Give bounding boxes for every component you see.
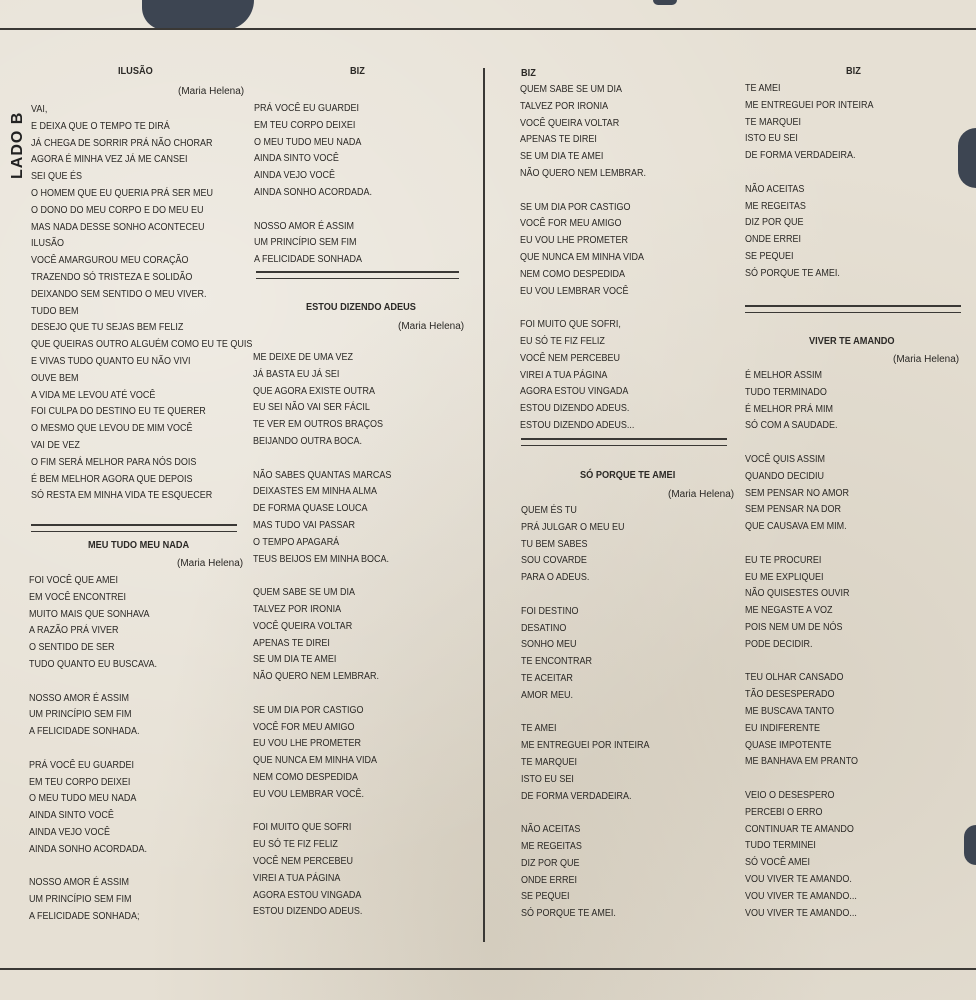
lyric-line: AINDA VEJO VOCÊ <box>254 170 336 182</box>
lyric-line: JÁ CHEGA DE SORRIR PRÁ NÃO CHORAR <box>31 137 213 149</box>
lyric-line: A VIDA ME LEVOU ATÉ VOCÊ <box>31 389 156 401</box>
lyrics-ilusao <box>31 102 277 505</box>
lyric-line: É BEM MELHOR AGORA QUE DEPOIS <box>31 473 193 485</box>
lyric-line: QUE CAUSAVA EM MIM. <box>745 521 847 533</box>
lyric-line: O DONO DO MEU CORPO E DO MEU EU <box>31 204 204 216</box>
song-title-estou-dizendo: ESTOU DIZENDO ADEUS <box>306 302 416 313</box>
lyric-line: É MELHOR ASSIM <box>745 370 823 381</box>
lyric-line: NOSSO AMOR É ASSIM <box>29 692 130 704</box>
stanza-gap <box>521 587 650 604</box>
stanza-gap <box>521 705 650 722</box>
lyric-line: NÃO QUERO NEM LEMBRAR. <box>253 671 380 683</box>
lyric-line: AGORA ESTOU VINGADA <box>253 889 362 901</box>
lyric-line: ME NEGASTE A VOZ <box>745 605 833 617</box>
lyric-line: E DEIXA QUE O TEMPO TE DIRÁ <box>31 120 170 132</box>
lyric-line: VIREI A TUA PÁGINA <box>253 872 341 884</box>
lyric-line: APENAS TE DIREI <box>520 134 597 146</box>
song-author-viver: (Maria Helena) <box>893 354 960 365</box>
song-author-so-porque: (Maria Helena) <box>668 489 735 500</box>
lyric-line: TALVEZ POR IRONIA <box>253 603 342 615</box>
stanza-gap <box>745 165 874 182</box>
section-divider <box>31 524 237 532</box>
lyric-line: O SENTIDO DE SER <box>29 642 115 654</box>
stanza-gap <box>745 435 858 452</box>
lyric-line: O TEMPO APAGARÁ <box>253 536 340 548</box>
lyric-line: AGORA É MINHA VEZ JÁ ME CANSEI <box>31 154 188 166</box>
lyric-line: ISTO EU SEI <box>521 773 574 785</box>
song-title-viver: VIVER TE AMANDO <box>809 336 895 347</box>
lyric-line: QUANDO DECIDIU <box>745 470 825 482</box>
lyric-line: NÃO ACEITAS <box>745 183 805 195</box>
lyric-line: TÃO DESESPERADO <box>745 689 835 701</box>
lyric-line: UM PRINCÍPIO SEM FIM <box>29 709 132 721</box>
lyric-line: NÃO QUERO NEM LEMBRAR. <box>520 167 647 179</box>
section-divider <box>745 305 961 313</box>
lyric-line: SE PEQUEI <box>745 250 794 262</box>
lyric-line: ONDE ERREI <box>745 234 802 246</box>
section-divider <box>256 271 459 279</box>
lyric-line: TUDO QUANTO EU BUSCAVA. <box>29 658 158 670</box>
lyric-line: NEM COMO DESPEDIDA <box>520 268 626 280</box>
lyric-line: O MESMO QUE LEVOU DE MIM VOCÊ <box>31 423 193 435</box>
lyric-line: SÓ RESTA EM MINHA VIDA TE ESQUECER <box>31 490 213 502</box>
song-author-meu-tudo: (Maria Helena) <box>177 558 244 569</box>
lyric-line: AINDA SONHO ACORDADA. <box>29 843 148 855</box>
lyric-line: EU VOU LEMBRAR VOCÊ. <box>253 788 365 800</box>
lyric-line: EM TEU CORPO DEIXEI <box>29 776 131 788</box>
lyric-line: DEIXANDO SEM SENTIDO O MEU VIVER. <box>31 288 207 300</box>
lyric-line: MUITO MAIS QUE SONHAVA <box>29 608 150 620</box>
lyric-line: ME ENTREGUEI POR INTEIRA <box>521 740 650 752</box>
top-rule <box>0 28 976 30</box>
lyric-line: ESTOU DIZENDO ADEUS. <box>520 403 630 415</box>
lyric-line: QUE AGORA EXISTE OUTRA <box>253 385 376 397</box>
lyric-line: MAS NADA DESSE SONHO ACONTECEU <box>31 221 205 233</box>
lyric-line: FOI CULPA DO DESTINO EU TE QUERER <box>31 406 206 418</box>
bottom-rule <box>0 968 976 970</box>
lyric-line: AGORA ESTOU VINGADA <box>520 386 629 398</box>
lyric-line: DE FORMA QUASE LOUCA <box>253 503 368 515</box>
lyrics-meu-tudo <box>29 573 171 926</box>
section-divider <box>521 438 727 446</box>
lyric-line: TE ENCONTRAR <box>521 656 593 668</box>
side-label: LADO B <box>9 111 26 179</box>
lyric-line: NÃO QUISESTES OUVIR <box>745 588 850 600</box>
lyric-line: SÓ PORQUE TE AMEI. <box>521 908 616 920</box>
lyric-line: TRAZENDO SÓ TRISTEZA E SOLIDÃO <box>31 271 193 283</box>
lyric-line: VOCÊ QUEIRA VOLTAR <box>520 117 620 129</box>
lyric-line: TE ACEITAR <box>521 672 573 684</box>
lyric-line: SÓ COM A SAUDADE. <box>745 420 838 432</box>
lyric-line: FOI MUITO QUE SOFRI, <box>520 319 621 331</box>
lyric-line: PRÁ VOCÊ EU GUARDEI <box>29 759 135 771</box>
lyric-line: QUE QUEIRAS OUTRO ALGUÉM COMO EU TE QUIS <box>31 339 253 351</box>
lyric-line: O MEU TUDO MEU NADA <box>254 136 362 148</box>
lyric-line: SEM PENSAR NO AMOR <box>745 487 850 499</box>
lyric-line: TE MARQUEI <box>745 116 802 128</box>
lyric-line: ISTO EU SEI <box>745 133 798 145</box>
lyric-line: SE PEQUEI <box>521 891 570 903</box>
lyric-line: SE UM DIA POR CASTIGO <box>520 201 631 213</box>
lyric-line: DIZ POR QUE <box>521 857 580 869</box>
torn-edge-right <box>958 128 976 188</box>
lyric-line: O MEU TUDO MEU NADA <box>29 793 137 805</box>
lyric-line: A FELICIDADE SONHADA <box>254 254 363 266</box>
lyric-line: VOCÊ AMARGUROU MEU CORAÇÃO <box>31 255 189 267</box>
lyric-line: VOCÊ QUEIRA VOLTAR <box>253 620 353 632</box>
lyric-line: VIREI A TUA PÁGINA <box>520 369 608 381</box>
torn-edge-right-bottom <box>964 825 976 865</box>
lyric-line: TUDO TERMINADO <box>745 386 827 398</box>
lyric-line: SONHO MEU <box>521 639 577 651</box>
bis-title-estou-dizendo: BIZ <box>521 68 536 79</box>
lyric-line: EM VOCÊ ENCONTREI <box>29 591 127 603</box>
stanza-gap <box>253 451 391 468</box>
lyric-line: AINDA SONHO ACORDADA. <box>254 186 373 198</box>
lyric-line: NEM COMO DESPEDIDA <box>253 771 359 783</box>
lyric-line: QUE NUNCA EM MINHA VIDA <box>520 251 645 263</box>
lyric-line: TUDO BEM <box>31 305 79 317</box>
lyric-line: PERCEBI O ERRO <box>745 806 823 818</box>
stanza-gap <box>253 568 391 585</box>
lyrics-meu-tudo-bis <box>254 101 385 269</box>
lyric-line: NÃO SABES QUANTAS MARCAS <box>253 469 392 481</box>
lyric-line: A FELICIDADE SONHADA. <box>29 726 140 738</box>
lyric-line: PODE DECIDIR. <box>745 638 813 650</box>
lyric-line: VEIO O DESESPERO <box>745 789 835 801</box>
lyric-line: DEIXASTES EM MINHA ALMA <box>253 486 378 498</box>
lyric-line: FOI MUITO QUE SOFRI <box>253 822 352 834</box>
lyric-line: NOSSO AMOR É ASSIM <box>254 220 355 232</box>
song-title-ilusao: ILUSÃO <box>118 66 153 77</box>
lyric-line: BEIJANDO OUTRA BOCA. <box>253 435 363 447</box>
lyric-line: SÓ VOCÊ AMEI <box>745 857 811 869</box>
lyric-line: EU VOU LEMBRAR VOCÊ <box>520 285 629 297</box>
lyric-line: VOCÊ QUIS ASSIM <box>745 453 826 465</box>
lyric-line: ME ENTREGUEI POR INTEIRA <box>745 99 874 111</box>
lyric-line: QUEM SABE SE UM DIA <box>520 84 623 95</box>
lyric-line: DIZ POR QUE <box>745 217 804 229</box>
stanza-gap <box>520 183 646 200</box>
lyric-line: OUVE BEM <box>31 372 79 384</box>
lyric-line: VOCÊ FOR MEU AMIGO <box>520 218 622 230</box>
lyric-line: VOCÊ NEM PERCEBEU <box>253 855 354 867</box>
lyric-line: VOCÊ NEM PERCEBEU <box>520 352 621 364</box>
lyrics-estou-dizendo <box>253 350 407 921</box>
bis-title-meu-tudo: BIZ <box>350 66 365 77</box>
song-title-meu-tudo: MEU TUDO MEU NADA <box>88 540 190 551</box>
lyric-line: O FIM SERÁ MELHOR PARA NÓS DOIS <box>31 456 197 468</box>
lyric-line: SE UM DIA TE AMEI <box>253 654 337 666</box>
lyric-line: POIS NEM UM DE NÓS <box>745 621 843 633</box>
lyric-line: EU ME EXPLIQUEI <box>745 571 824 583</box>
lyrics-so-porque <box>521 503 664 923</box>
lyric-line: AINDA SINTO VOCÊ <box>29 810 114 822</box>
lyric-line: SOU COVARDE <box>521 555 587 567</box>
lyric-line: TE VER EM OUTROS BRAÇOS <box>253 419 384 431</box>
bis-title-so-porque: BIZ <box>846 66 861 77</box>
stanza-gap <box>253 686 391 703</box>
lyric-line: QUASE IMPOTENTE <box>745 739 832 751</box>
lyrics-estou-dizendo-bis <box>520 82 660 435</box>
lyric-line: TU BEM SABES <box>521 538 588 550</box>
lyric-line: DESEJO QUE TU SEJAS BEM FELIZ <box>31 322 184 334</box>
lyric-line: QUE NUNCA EM MINHA VIDA <box>253 755 378 767</box>
lyric-line: EU SÓ TE FIZ FELIZ <box>253 839 338 851</box>
lyric-line: SE UM DIA POR CASTIGO <box>253 704 364 716</box>
stanza-gap <box>745 536 858 553</box>
lyric-line: A FELICIDADE SONHADA; <box>29 910 140 922</box>
lyric-line: QUEM SABE SE UM DIA <box>253 587 356 599</box>
lyric-line: TUDO TERMINEI <box>745 840 816 852</box>
lyric-line: E VIVAS TUDO QUANTO EU NÃO VIVI <box>31 355 191 367</box>
center-divider <box>483 68 485 942</box>
lyric-line: ESTOU DIZENDO ADEUS. <box>253 906 363 918</box>
lyric-line: FOI DESTINO <box>521 605 579 617</box>
lyric-line: EM TEU CORPO DEIXEI <box>254 119 356 131</box>
lyric-line: DE FORMA VERDADEIRA. <box>521 790 632 802</box>
song-title-so-porque: SÓ PORQUE TE AMEI <box>580 470 676 481</box>
lyric-line: UM PRINCÍPIO SEM FIM <box>29 894 132 906</box>
lyrics-so-porque-bis <box>745 81 888 283</box>
lyric-line: JÁ BASTA EU JÁ SEI <box>253 368 340 380</box>
stanza-gap <box>29 859 157 876</box>
lyric-line: ME BUSCAVA TANTO <box>745 705 835 717</box>
lyric-line: ME BANHAVA EM PRANTO <box>745 756 859 768</box>
lyric-line: AMOR MEU. <box>521 689 574 701</box>
stanza-gap <box>521 805 650 822</box>
lyric-line: TE AMEI <box>521 723 557 735</box>
lyric-line: DESATINO <box>521 622 567 634</box>
lyrics-viver <box>745 368 871 922</box>
torn-edge-top <box>142 0 254 30</box>
lyric-line: CONTINUAR TE AMANDO <box>745 823 854 835</box>
stanza-gap <box>29 674 157 691</box>
lyric-line: APENAS TE DIREI <box>253 637 330 649</box>
lyric-line: PRÁ VOCÊ EU GUARDEI <box>254 103 360 114</box>
lyric-line: MAS TUDO VAI PASSAR <box>253 519 356 531</box>
lyric-line: A RAZÃO PRÁ VIVER <box>29 625 119 637</box>
lyric-line: AINDA SINTO VOCÊ <box>254 153 339 165</box>
lyric-line: EU SEI NÃO VAI SER FÁCIL <box>253 402 370 414</box>
lyric-line: TE MARQUEI <box>521 756 578 768</box>
lyric-line: VOU VIVER TE AMANDO... <box>745 907 857 919</box>
lyric-line: NOSSO AMOR É ASSIM <box>29 877 130 889</box>
lyric-line: PRÁ JULGAR O MEU EU <box>521 521 625 533</box>
stanza-gap <box>745 771 858 788</box>
lyric-line: O HOMEM QUE EU QUERIA PRÁ SER MEU <box>31 187 214 199</box>
lyric-line: TEU OLHAR CANSADO <box>745 672 844 684</box>
lyric-line: ONDE ERREI <box>521 874 578 886</box>
stanza-gap <box>253 804 391 821</box>
song-author-ilusao: (Maria Helena) <box>178 86 245 97</box>
lyric-line: VOCÊ FOR MEU AMIGO <box>253 721 355 733</box>
lyric-line: EU VOU LHE PROMETER <box>253 738 362 750</box>
lyric-line: EU INDIFERENTE <box>745 722 821 734</box>
lyric-line: EU VOU LHE PROMETER <box>520 235 629 247</box>
lyric-line: PARA O ADEUS. <box>521 572 590 584</box>
lyric-line: SEM PENSAR NA DOR <box>745 504 842 516</box>
lyric-line: VOU VIVER TE AMANDO. <box>745 873 852 885</box>
lyric-line: VOU VIVER TE AMANDO... <box>745 890 857 902</box>
lyric-line: FOI VOCÊ QUE AMEI <box>29 575 119 586</box>
lyric-line: TALVEZ POR IRONIA <box>520 100 609 112</box>
lyric-line: SÓ PORQUE TE AMEI. <box>745 267 840 279</box>
torn-edge-top-right <box>653 0 677 5</box>
lyric-line: ESTOU DIZENDO ADEUS... <box>520 419 635 431</box>
lyric-line: TE AMEI <box>745 83 781 94</box>
lyric-line: ME DEIXE DE UMA VEZ <box>253 352 354 363</box>
lyric-line: É MELHOR PRÁ MIM <box>745 403 834 415</box>
stanza-gap <box>745 654 858 671</box>
lyric-line: NÃO ACEITAS <box>521 824 581 836</box>
song-author-estou-dizendo: (Maria Helena) <box>398 321 465 332</box>
lyric-line: SEI QUE ÉS <box>31 171 83 183</box>
lyric-line: SE UM DIA TE AMEI <box>520 151 604 163</box>
stanza-gap <box>520 300 646 317</box>
lyric-line: QUEM ÉS TU <box>521 505 577 516</box>
lyric-line: VAI, <box>31 104 48 115</box>
lyric-line: ME REGEITAS <box>745 200 806 212</box>
lyric-line: EU TE PROCUREI <box>745 554 822 566</box>
lyric-line: VAI DE VEZ <box>31 439 80 451</box>
lyric-line: DE FORMA VERDADEIRA. <box>745 150 856 162</box>
lyric-line: TEUS BEIJOS EM MINHA BOCA. <box>253 553 390 565</box>
stanza-gap <box>29 741 157 758</box>
lyric-line: UM PRINCÍPIO SEM FIM <box>254 237 357 249</box>
lyric-line: ILUSÃO <box>31 238 65 250</box>
lyric-line: AINDA VEJO VOCÊ <box>29 826 111 838</box>
stanza-gap <box>254 202 372 219</box>
lyric-line: ME REGEITAS <box>521 840 582 852</box>
lyric-line: EU SÓ TE FIZ FELIZ <box>520 335 605 347</box>
